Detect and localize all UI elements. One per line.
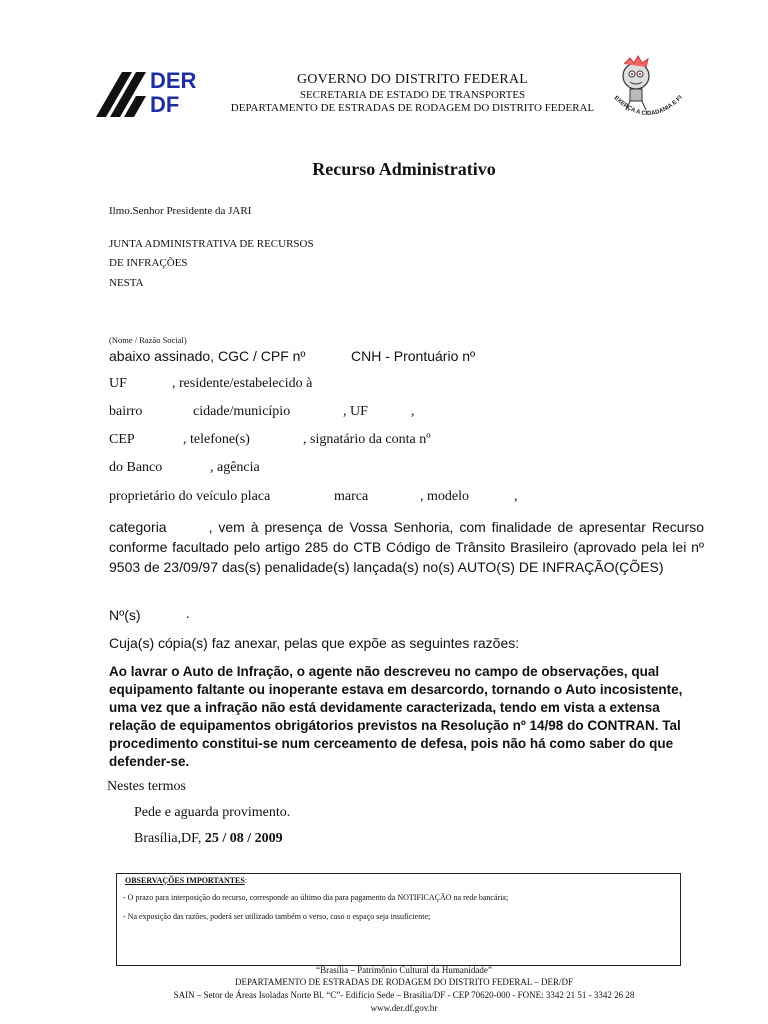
closing-request: Pede e aguarda provimento.: [134, 805, 291, 820]
bank-label: do Banco: [109, 460, 163, 475]
plate-label: proprietário do veículo placa: [109, 489, 271, 504]
footer-website: www.der.df.gov.br: [370, 1003, 438, 1013]
attachment-line: Cuja(s) cópia(s) faz anexar, pelas que expõe as seguintes razões:: [109, 635, 520, 651]
cep-label: CEP: [109, 432, 135, 447]
closing-date: 25 / 08 / 2009: [204, 831, 283, 846]
document-title: Recurso Administrativo: [312, 159, 496, 179]
mascot-seal-icon: [608, 52, 686, 128]
uf-label: UF: [109, 376, 127, 391]
closing-terms: Nestes termos: [107, 779, 186, 794]
footer-address: SAIN – Setor de Áreas Isoladas Norte Bl. “C”- Edifício Sede – Brasília/DF - CEP 70620-000 - FONE: 3342 21 51 - 3342 26 28: [173, 990, 635, 1000]
closing-place: Brasília,DF,: [134, 831, 202, 846]
closing-date-line: [134, 831, 283, 847]
telefone-label: , telefone(s): [183, 432, 250, 447]
observations-heading: OBSERVAÇÕES IMPORTANTES: [125, 876, 245, 885]
cidade-label: cidade/município: [193, 404, 291, 419]
observation-item-2: - Na exposição das razões, poderá ser utilizado também o verso, caso o espaço seja insuficiente;: [123, 912, 431, 921]
uf2-label: , UF: [343, 404, 368, 419]
category-label: categoria: [109, 519, 167, 535]
addressee-line2: DE INFRAÇÕES: [109, 257, 188, 269]
department-title: DEPARTAMENTO DE ESTRADAS DE RODAGEM DO DISTRITO FEDERAL: [230, 102, 595, 114]
reasons-text: Ao lavrar o Auto de Infração, o agente não descreveu no campo de observações, qual equipamento faltante ou inoperante estava em desarcordo, tornando o Auto incosistente, uma vez que a infração não está devidamente caracterizada, tendo em vista a extensa relação de equipamentos obrigátorios previstos na Resolução nº 14/98 do CONTRAN. Tal procedimento constitui-se num cerceamento de defesa, pois não há como saber do que defender-se.: [109, 664, 683, 769]
observations-box: [116, 873, 681, 966]
cnh-label: CNH - Prontuário nº: [351, 348, 476, 364]
svg-text:EXERÇA A CIDADANIA E FISCALIZE: EXERÇA A CIDADANIA E FI: [612, 94, 684, 118]
citizenship-seal: [608, 52, 686, 128]
footer-department: DEPARTAMENTO DE ESTRADAS DE RODAGEM DO DISTRITO FEDERAL – DER/DF: [234, 977, 573, 987]
observations-heading-line: [125, 876, 247, 885]
observations-heading-colon: :: [244, 876, 248, 885]
footer-motto: “Brasília – Patrimônio Cultural da Humanidade”: [316, 965, 492, 975]
model-label: , modelo: [420, 489, 469, 504]
separator-comma: ,: [514, 489, 518, 504]
government-title: GOVERNO DO DISTRITO FEDERAL: [296, 72, 529, 87]
brand-label: marca: [334, 489, 369, 504]
appeal-text: , vem à presença de Vossa Senhoria, com finalidade de apresentar Recurso conforme facultado pelo artigo 285 do CTB Código de Trânsito Brasileiro (aprovado pela lei nº 9503 de 23/09/97 das(s) penalidade(s) lançada(s) no(s) AUTO(S) DE INFRAÇÃO(ÇÕES): [109, 519, 704, 575]
logo-df-text: DF: [150, 92, 180, 117]
observation-item-1: - O prazo para interposição do recurso, corresponde ao último dia para pagamento da NOTIFICAÇÃO na rede bancária;: [123, 893, 509, 902]
secretariat-title: SECRETARIA DE ESTADO DE TRANSPORTES: [299, 89, 526, 101]
auto-number-label: Nº(s): [109, 607, 141, 623]
account-label: , signatário da conta nº: [303, 432, 431, 447]
name-caption: (Nome / Razão Social): [109, 335, 187, 345]
addressee-line3: NESTA: [109, 277, 144, 289]
appeal-paragraph: [109, 517, 704, 577]
cpf-label: abaixo assinado, CGC / CPF nº: [109, 348, 306, 364]
auto-number-dot: .: [186, 607, 190, 622]
bairro-label: bairro: [109, 404, 143, 419]
logo-der-text: DER: [150, 68, 197, 93]
addressee-line1: JUNTA ADMINISTRATIVA DE RECURSOS: [109, 238, 314, 250]
resident-label: , residente/estabelecido à: [172, 376, 313, 391]
salutation: Ilmo.Senhor Presidente da JARI: [109, 205, 252, 217]
separator-comma: ,: [411, 404, 415, 419]
agency-label: , agência: [210, 460, 260, 475]
der-df-logo: [96, 70, 208, 122]
